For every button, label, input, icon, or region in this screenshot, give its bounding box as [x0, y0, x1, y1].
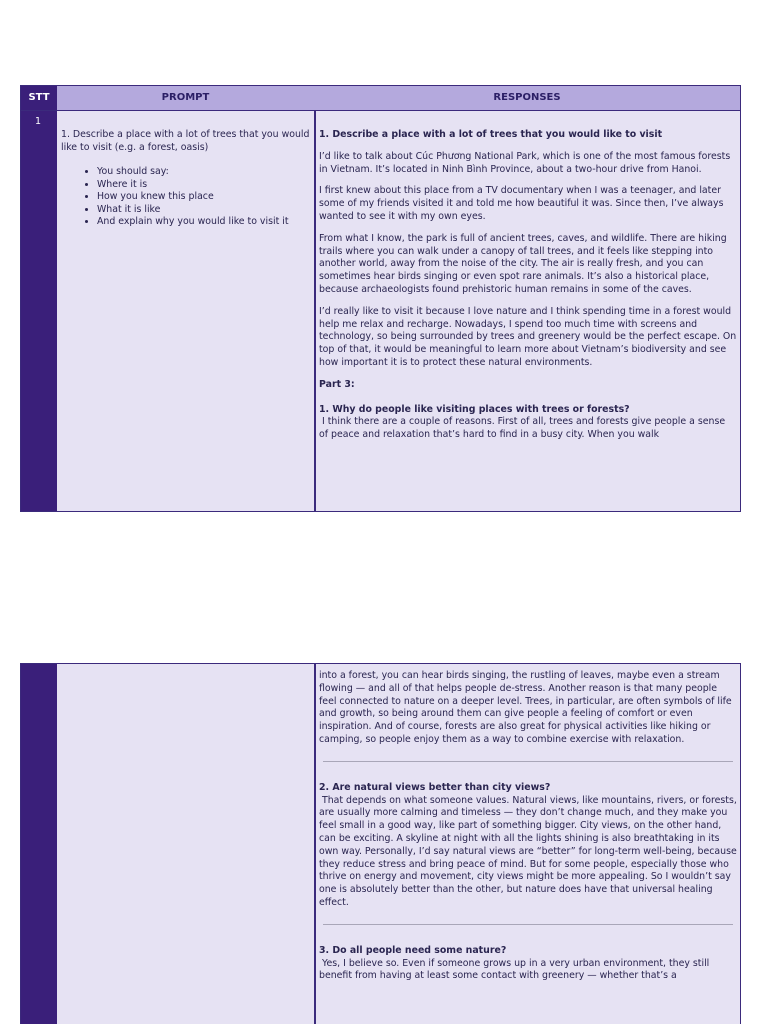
- header-prompt: PROMPT: [161, 92, 210, 103]
- header-stt: STT: [21, 86, 57, 110]
- question-1-answer: I think there are a couple of reasons. First of all, trees and forests give people a sense of peace and relaxation that’s hard to find in a busy city. When you walk: [319, 416, 729, 441]
- prompt-title: 1. Describe a place with a lot of trees that you would like to visit (e.g. a forest, oasis): [61, 129, 310, 153]
- responses-cell-continued: [319, 670, 740, 992]
- divider-line: [323, 761, 733, 762]
- response-paragraph: I’d really like to visit it because I love nature and I think spending time in a forest would help me relax and recharge. Nowadays, I spend too much time with screens and technology, so being surrounded by trees and greenery would be the perfect escape. On top of that, it would be meaningful to learn more about Vietnam’s biodiversity and see how important it is to protect these natural environments.: [319, 305, 737, 368]
- prompt-cell: [61, 129, 311, 229]
- responses-cell: [319, 129, 737, 451]
- row-number: 1: [35, 116, 42, 127]
- response-table-continued: [20, 663, 741, 1024]
- header-responses: RESPONSES: [493, 92, 561, 103]
- part2-title: 1. Describe a place with a lot of trees that you would like to visit: [319, 129, 663, 140]
- column-divider: [314, 111, 316, 511]
- divider-line: [323, 924, 733, 925]
- question-1-answer-continued: into a forest, you can hear birds singing, the rustling of leaves, maybe even a stream flowing — and all of that helps people de-stress. Another reason is that many people feel connected to nature on a deeper level. Trees, in particular, are often symbols of life and growth, so being around them can give people a feeling of comfort or even inspiration. And of course, forests are also great for physical activities like hiking or camping, so people enjoy them as a way to combine exercise with relaxation.: [319, 670, 732, 745]
- stt-column: [21, 664, 57, 1024]
- response-paragraph: I’d like to talk about Cúc Phương National Park, which is one of the most famous forests in Vietnam. It’s located in Ninh Bình Province, about a two-hour drive from Hanoi.: [319, 150, 731, 175]
- prompt-bullet: • What it is like: [97, 204, 311, 217]
- response-paragraph: From what I know, the park is full of ancient trees, caves, and wildlife. There are hiking trails where you can walk under a canopy of tall trees, and it feels like stepping into another world, away from the noise of the city. The air is really fresh, and you can sometimes hear birds singing or even spot rare animals. It’s also a historical place, because archaeologists found prehistoric human remains in some of the caves.: [319, 232, 727, 295]
- question-1-title: 1. Why do people like visiting places with trees or forests?: [319, 403, 630, 415]
- table-header: [21, 86, 740, 111]
- response-table: [20, 85, 741, 512]
- question-3-title: 3. Do all people need some nature?: [319, 944, 507, 956]
- prompt-bullet: • You should say:: [97, 166, 311, 179]
- prompt-bullet: • And explain why you would like to visit it: [97, 216, 311, 229]
- prompt-bullet: • Where it is: [97, 179, 311, 192]
- question-2-title: 2. Are natural views better than city views?: [319, 781, 551, 793]
- response-paragraph: I first knew about this place from a TV documentary when I was a teenager, and later some of my friends visited it and told me how beautiful it was. Since then, I’ve always wanted to see it with my own eyes.: [319, 185, 724, 222]
- question-3-answer: Yes, I believe so. Even if someone grows up in a very urban environment, they still benefit from having at least some contact with greenery — whether that’s a: [319, 957, 713, 982]
- question-2-answer: That depends on what someone values. Natural views, like mountains, rivers, or forests, are usually more calming and timeless — they don’t change much, and they make you feel small in a good way, like part of something bigger. City views, on the other hand, can be exciting. A skyline at night with all the lights shining is also breathtaking in its own way. Personally, I’d say natural views are “better” for long-term well-being, because they reduce stress and bring peace of mind. But for some people, especially those who thrive on energy and movement, city views might be more appealing. So I wouldn’t say one is absolutely better than the other, but nature does have that universal healing effect.: [319, 794, 740, 908]
- part3-title: Part 3:: [319, 378, 355, 390]
- prompt-bullet-list: [61, 166, 311, 229]
- prompt-bullet: • How you knew this place: [97, 191, 311, 204]
- column-divider: [314, 664, 316, 1024]
- stt-column: [21, 111, 57, 511]
